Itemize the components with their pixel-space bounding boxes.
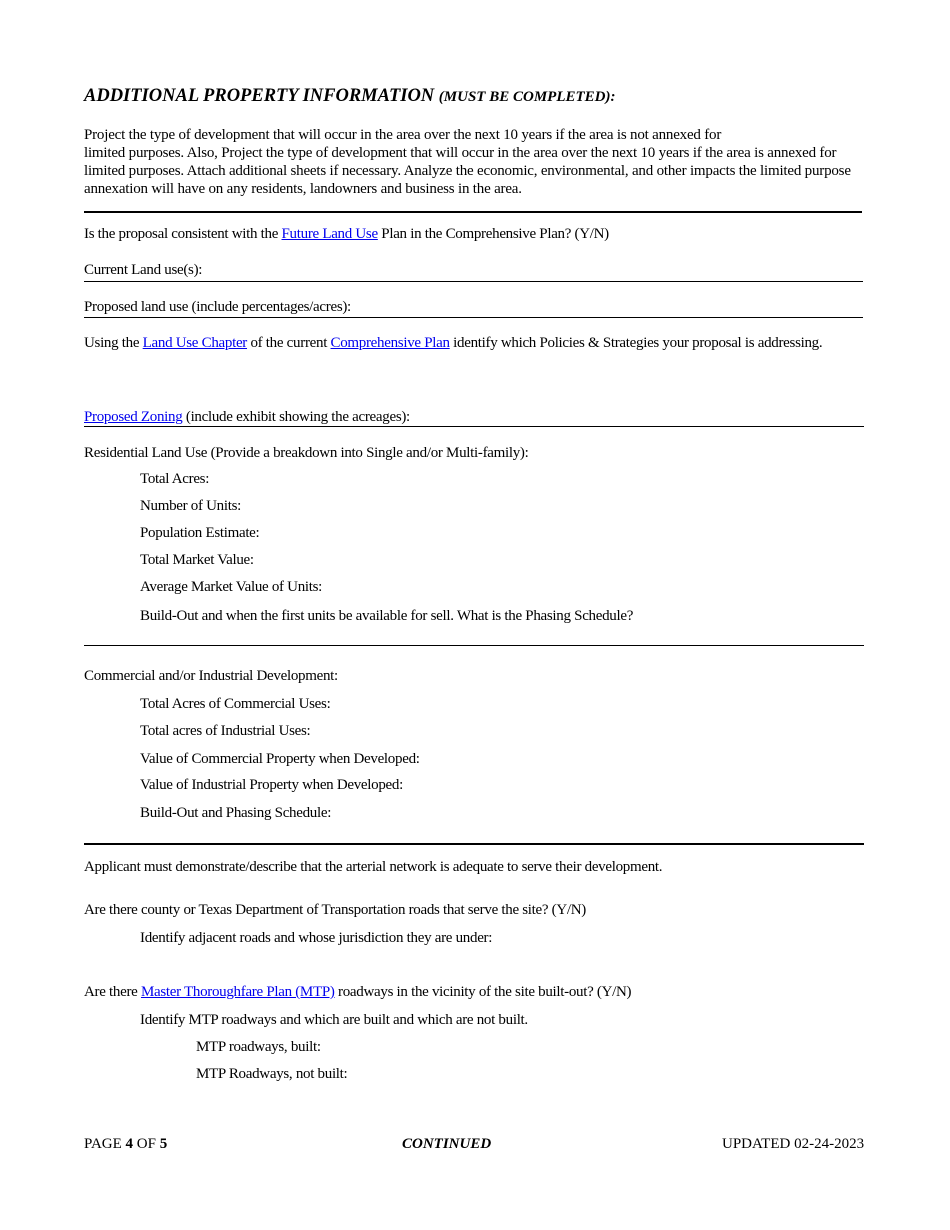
question-future-land-use bbox=[84, 226, 609, 243]
divider bbox=[84, 843, 864, 845]
arterial-statement: Applicant must demonstrate/describe that the arterial network is adequate to serve their development. bbox=[84, 859, 663, 875]
residential-title: Residential Land Use (Provide a breakdown into Single and/or Multi-family): bbox=[84, 445, 529, 461]
mtp-built: MTP roadways, built: bbox=[196, 1039, 321, 1055]
updated-date: UPDATED 02-24-2023 bbox=[722, 1136, 865, 1152]
intro-line-1: Project the type of development that will occur in the area over the next 10 years if the area is not annexed for bbox=[84, 127, 722, 143]
residential-number-of-units: Number of Units: bbox=[140, 498, 242, 514]
question-text: Is the proposal consistent with the bbox=[84, 226, 282, 242]
heading-main: ADDITIONAL PROPERTY INFORMATION bbox=[84, 86, 435, 106]
heading-note: (MUST BE COMPLETED): bbox=[438, 89, 616, 105]
proposed-zoning-question bbox=[84, 409, 410, 426]
master-thoroughfare-plan-link[interactable]: Master Thoroughfare Plan (MTP) bbox=[140, 984, 335, 1000]
intro-line-2: limited purposes. Also, Project the type of development that will occur in the area over the next 10 years if the area is annexed for limited purposes. Attach additional sheets if necessary. Analyze the economic, environmental, and other impacts the limited purpose annexation will have on any residents, landowners and business in the area. bbox=[84, 145, 851, 197]
commercial-build-out: Build-Out and Phasing Schedule: bbox=[140, 805, 332, 821]
commercial-total-acres: Total Acres of Commercial Uses: bbox=[140, 696, 331, 712]
mtp-sub: Identify MTP roadways and which are built and which are not built. bbox=[140, 1012, 528, 1028]
mtp-question bbox=[84, 984, 631, 1001]
page-current: 4 bbox=[125, 1136, 134, 1152]
question-text: Are there bbox=[84, 984, 141, 1000]
comprehensive-plan-link[interactable]: Comprehensive Plan bbox=[330, 335, 450, 351]
page-total: 5 bbox=[159, 1136, 168, 1152]
land-use-chapter-question bbox=[84, 335, 822, 352]
proposed-land-use-label: Proposed land use (include percentages/acres): bbox=[84, 299, 351, 315]
industrial-property-value: Value of Industrial Property when Developed: bbox=[140, 777, 403, 793]
current-land-use-label: Current Land use(s): bbox=[84, 262, 203, 278]
land-use-chapter-link[interactable]: Land Use Chapter bbox=[142, 335, 248, 351]
residential-average-market-value: Average Market Value of Units: bbox=[140, 579, 323, 595]
page-of: OF bbox=[133, 1136, 160, 1152]
question-text: identify which Policies & Strategies your proposal is addressing. bbox=[449, 335, 823, 351]
question-text: roadways in the vicinity of the site built-out? (Y/N) bbox=[334, 984, 632, 1000]
residential-total-acres: Total Acres: bbox=[140, 471, 210, 487]
residential-total-market-value: Total Market Value: bbox=[140, 552, 254, 568]
county-roads-question: Are there county or Texas Department of Transportation roads that serve the site? (Y/N) bbox=[84, 902, 587, 918]
residential-population-estimate: Population Estimate: bbox=[140, 525, 260, 541]
current-land-use-field[interactable] bbox=[84, 281, 863, 282]
section-heading bbox=[84, 86, 615, 107]
future-land-use-link[interactable]: Future Land Use bbox=[281, 226, 378, 242]
question-text: Plan in the Comprehensive Plan? (Y/N) bbox=[377, 226, 609, 242]
county-roads-sub: Identify adjacent roads and whose jurisdiction they are under: bbox=[140, 930, 493, 946]
divider bbox=[84, 211, 862, 213]
commercial-title: Commercial and/or Industrial Development: bbox=[84, 668, 338, 684]
question-text: Using the bbox=[84, 335, 143, 351]
continued-label: CONTINUED bbox=[402, 1136, 492, 1152]
page-prefix: PAGE bbox=[84, 1136, 126, 1152]
page-number bbox=[84, 1136, 167, 1153]
question-text: (include exhibit showing the acreages): bbox=[182, 409, 410, 425]
mtp-not-built: MTP Roadways, not built: bbox=[196, 1066, 348, 1082]
commercial-property-value: Value of Commercial Property when Developed: bbox=[140, 751, 420, 767]
industrial-total-acres: Total acres of Industrial Uses: bbox=[140, 723, 311, 739]
proposed-zoning-link[interactable]: Proposed Zoning bbox=[84, 409, 183, 425]
proposed-zoning-field[interactable] bbox=[84, 426, 864, 427]
divider bbox=[84, 645, 864, 646]
proposed-land-use-field[interactable] bbox=[84, 317, 863, 318]
residential-build-out: Build-Out and when the first units be available for sell. What is the Phasing Schedule? bbox=[140, 608, 634, 624]
intro-paragraph bbox=[84, 126, 874, 198]
question-text: of the current bbox=[247, 335, 331, 351]
